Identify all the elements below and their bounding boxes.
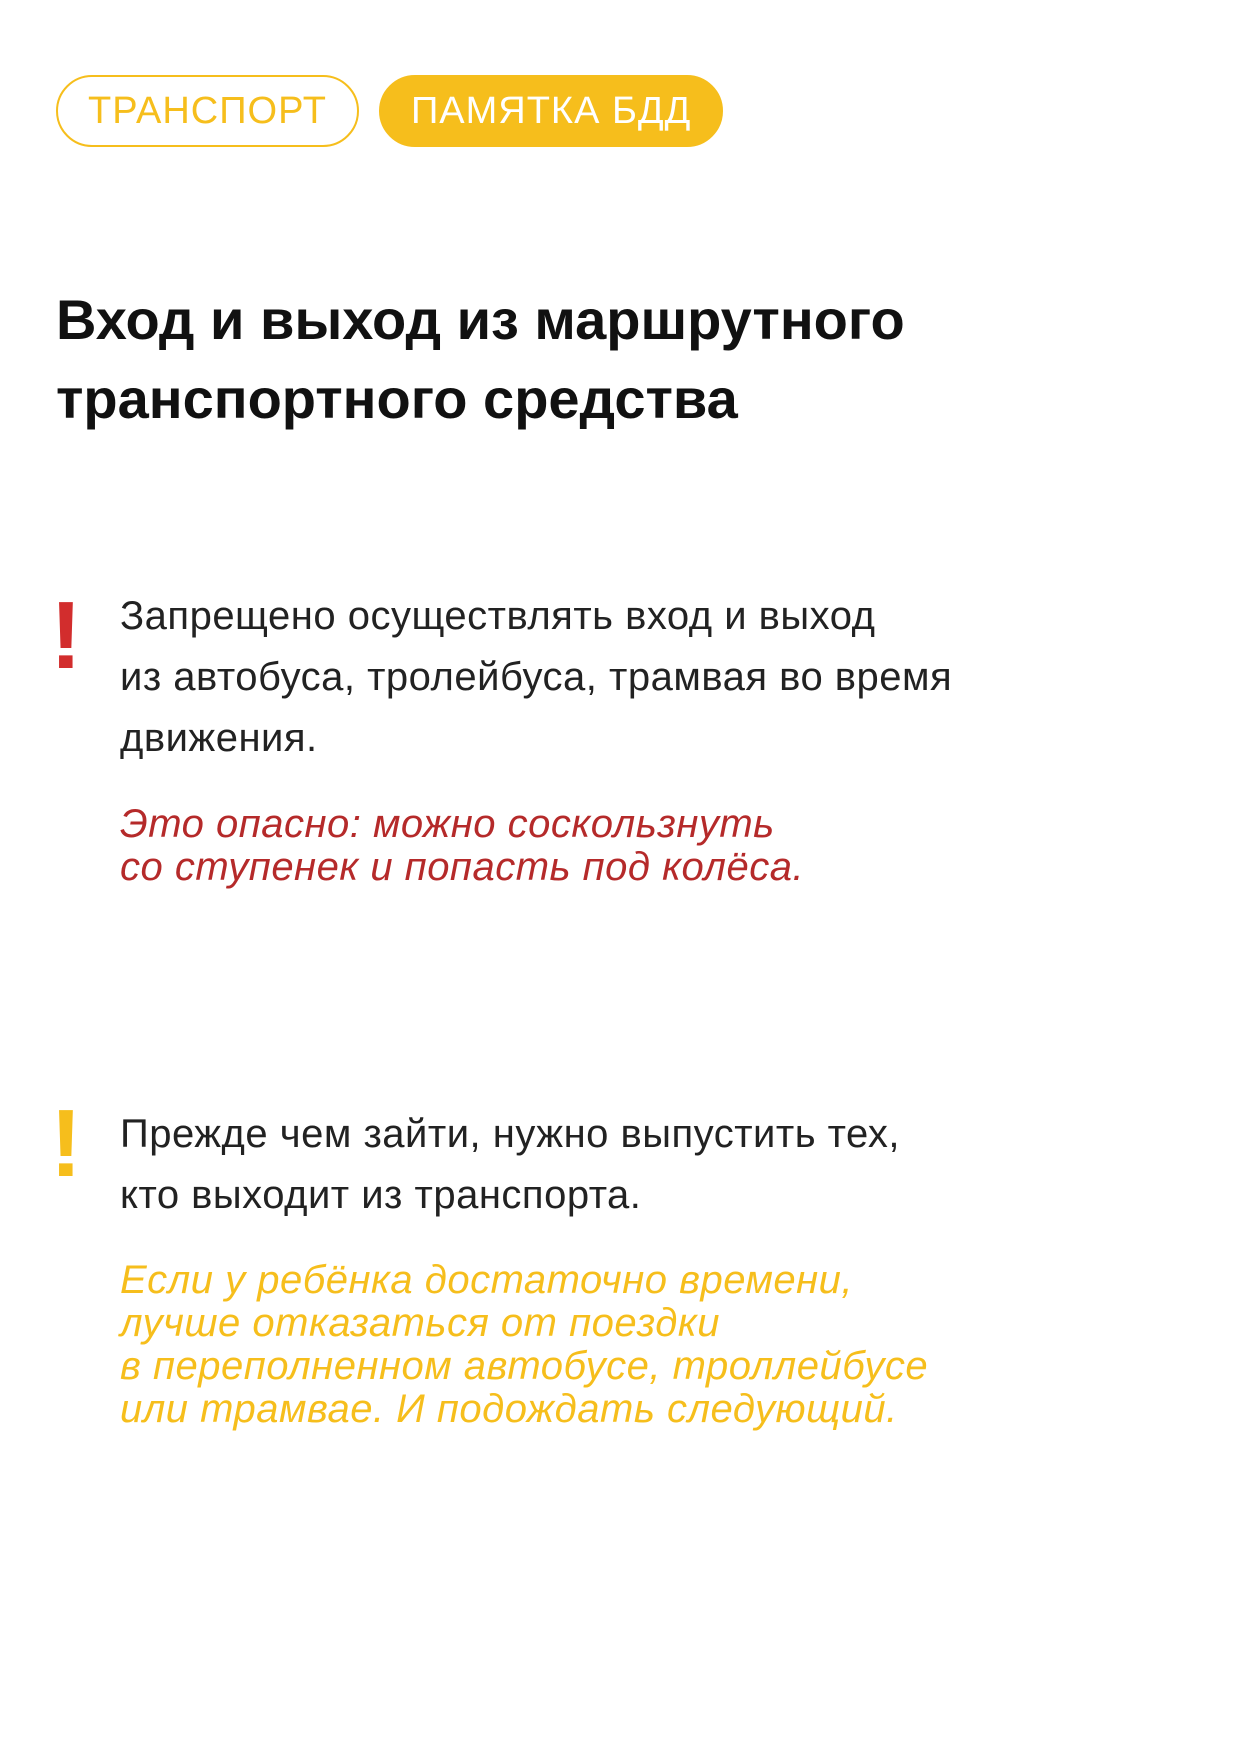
tag-row (56, 75, 723, 147)
page-title (56, 280, 1176, 438)
note-line: лучше отказаться от поездки (120, 1301, 721, 1345)
rule-line: Прежде чем зайти, нужно выпустить тех, (120, 1112, 901, 1156)
tag-memo: ПАМЯТКА БДД (379, 75, 723, 147)
exclamation-red-icon: ! (50, 582, 82, 689)
page-title-line: Вход и выход из маршрутного (56, 288, 905, 351)
advice-note (120, 1259, 928, 1431)
tag-transport: ТРАНСПОРТ (56, 75, 359, 147)
note-line: со ступенек и попасть под колёса. (120, 845, 805, 889)
page-title-line: транспортного средства (56, 367, 738, 430)
note-line: Это опасно: можно соскользнуть (120, 802, 775, 846)
rule-text (120, 1104, 900, 1226)
exclamation-yellow-icon: ! (50, 1090, 82, 1197)
note-line: или трамвае. И подождать следующий. (120, 1387, 898, 1431)
rule-line: Запрещено осуществлять вход и выход (120, 594, 876, 638)
warning-note (120, 803, 804, 889)
note-line: в переполненном автобусе, троллейбусе (120, 1344, 929, 1388)
rule-line: движения. (120, 716, 318, 760)
rule-line: кто выходит из транспорта. (120, 1173, 642, 1217)
note-line: Если у ребёнка достаточно времени, (120, 1258, 854, 1302)
rule-line: из автобуса, тролейбуса, трамвая во время (120, 655, 953, 699)
rule-text (120, 586, 952, 769)
